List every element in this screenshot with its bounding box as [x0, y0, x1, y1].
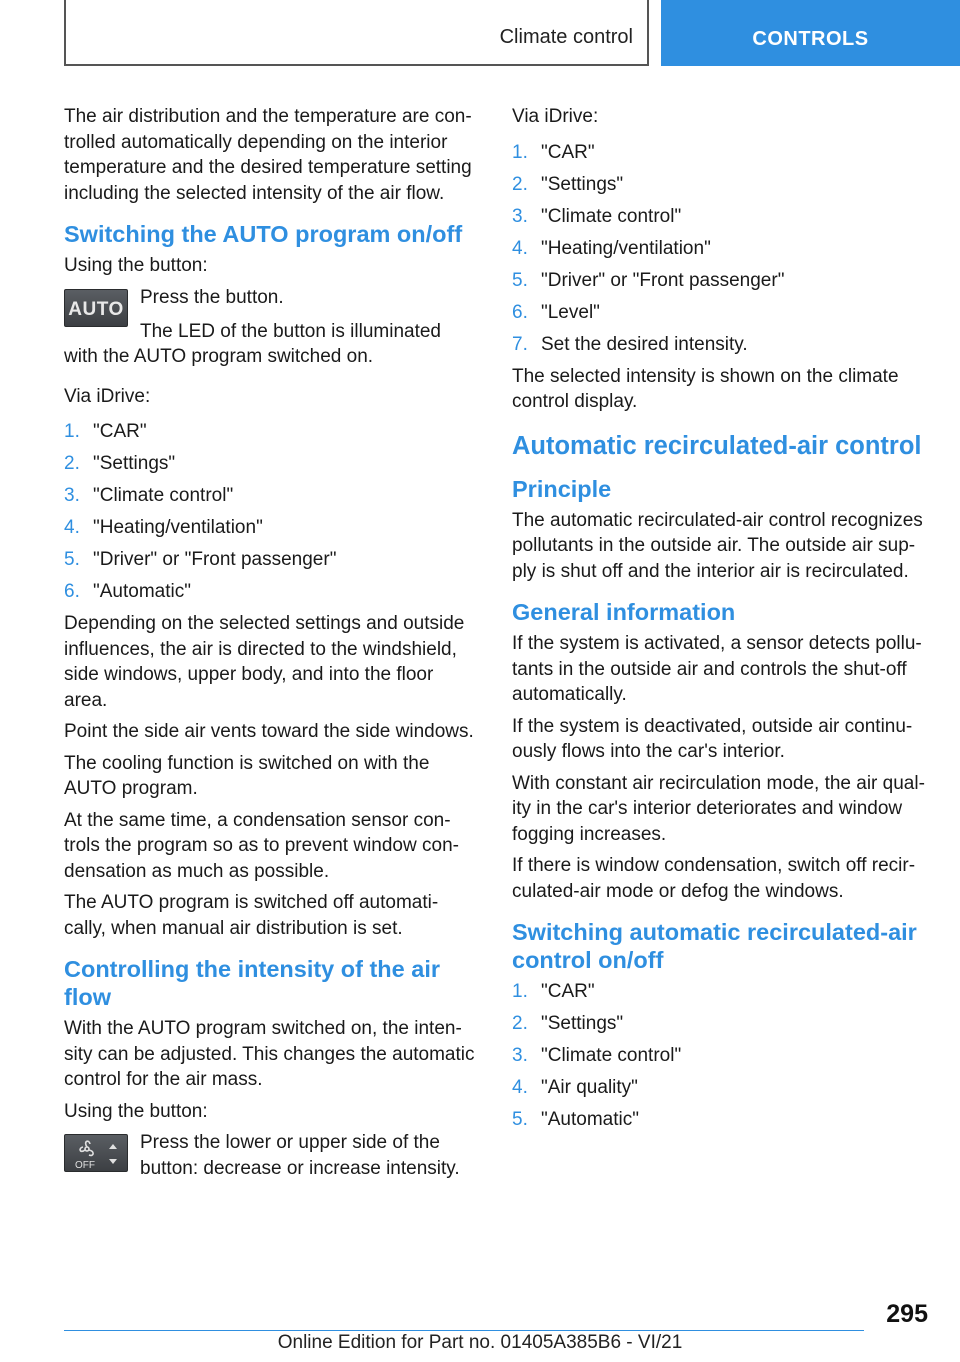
page-number: 295 [886, 1300, 928, 1328]
svg-text:OFF: OFF [75, 1160, 95, 1171]
general-text-1: If the system is activated, a sensor detects pollu-tants in the outside air and controls the shut-off automatically. [512, 633, 922, 705]
auto-off-text: The AUTO program is switched off automati-cally, when manual air distribution is set. [64, 892, 439, 939]
idrive-steps-auto [64, 419, 480, 604]
list-item: 3. "Climate control" [512, 205, 682, 227]
list-item: 4. "Heating/ventilation" [512, 237, 711, 259]
header-box [64, 0, 649, 66]
intro-paragraph: The air distribution and the temperature are con-trolled automatically depending on the interior temperature and the desired temperature setting including the selected intensity of the air flow. [64, 106, 472, 204]
fan-button-row [64, 1130, 480, 1190]
recirc-heading: Automatic recirculated-air control [512, 431, 922, 460]
led-text: The LED of the button is illuminated with the AUTO program switched on. [64, 320, 442, 367]
via-idrive-label: Via iDrive: [64, 385, 151, 407]
using-button-label-2: Using the button: [64, 1100, 208, 1122]
list-item: 1. "CAR" [512, 981, 595, 1002]
condensation-text: At the same time, a condensation sensor con-trols the program so as to prevent window con-densation as much as possible. [64, 809, 459, 882]
list-item: 3. "Climate control" [512, 1045, 682, 1066]
general-text-2: If the system is deactivated, outside air continu-ously flows into the car's interior. [512, 715, 913, 762]
principle-text: The automatic recirculated-air control recognizes pollutants in the outside air. The outside air sup-ply is shut off and the interior air is recirculated. [512, 509, 923, 582]
list-item: 5. "Automatic" [512, 1109, 639, 1130]
left-column [64, 104, 480, 1194]
list-item: 2. "Settings" [512, 1013, 624, 1034]
fan-intensity-button-icon [64, 1134, 128, 1172]
intensity-heading: Controlling the intensity of the air flow [64, 956, 440, 1010]
cooling-text: The cooling function is switched on with the AUTO program. [64, 752, 430, 799]
principle-heading: Principle [512, 475, 612, 502]
list-item: 1. "CAR" [512, 141, 595, 163]
list-item: 2. "Settings" [64, 453, 176, 474]
auto-program-heading: Switching the AUTO program on/off [64, 221, 463, 247]
intensity-display-text: The selected intensity is shown on the climate control display. [512, 365, 899, 412]
chapter-tab-label: CONTROLS [752, 28, 869, 50]
auto-button-icon [64, 289, 128, 327]
side-vents-text: Point the side air vents toward the side windows. [64, 721, 474, 742]
list-item: 6. "Level" [512, 301, 600, 323]
auto-button-label: AUTO [68, 298, 124, 320]
list-item: 5. "Driver" or "Front passenger" [64, 549, 337, 570]
section-title: Climate control [499, 26, 633, 48]
auto-button-row [64, 285, 480, 345]
fan-button-text: Press the lower or upper side of the button: decrease or increase intensity. [140, 1132, 460, 1179]
intensity-text: With the AUTO program switched on, the inten-sity can be adjusted. This changes the automatic control for the air mass. [64, 1018, 475, 1090]
general-text-3: With constant air recirculation mode, the air qual-ity in the car's interior deteriorates and window fogging increases. [512, 772, 925, 845]
idrive-steps-intensity [512, 140, 928, 357]
press-button-text: Press the button. [140, 286, 284, 308]
using-button-label: Using the button: [64, 255, 208, 276]
general-text-4: If there is window condensation, switch off recir-culated-air mode or defog the windows. [512, 855, 916, 902]
via-idrive-label-right: Via iDrive: [512, 106, 599, 127]
right-column [512, 104, 928, 1139]
idrive-steps-recirc [512, 979, 928, 1132]
air-direction-text: Depending on the selected settings and outside influences, the air is directed to the windshield, side windows, upper body, and into the floor area. [64, 613, 465, 711]
general-info-heading: General information [512, 599, 736, 625]
list-item: 4. "Heating/ventilation" [64, 517, 263, 538]
list-item: 5. "Driver" or "Front passenger" [512, 269, 785, 291]
fan-icon [65, 1135, 129, 1173]
list-item: 3. "Climate control" [64, 485, 234, 506]
switch-recirc-heading: Switching automatic recirculated-air control on/off [512, 919, 917, 973]
list-item: 6. "Automatic" [64, 581, 191, 602]
list-item: 4. "Air quality" [512, 1077, 638, 1098]
chapter-tab[interactable] [661, 0, 960, 66]
list-item: 1. "CAR" [64, 421, 147, 442]
list-item: 7. Set the desired intensity. [512, 333, 748, 355]
footer-divider [64, 1330, 864, 1331]
list-item: 2. "Settings" [512, 173, 624, 195]
edition-text: Online Edition for Part no. 01405A385B6 - VI/21 [277, 1332, 683, 1353]
